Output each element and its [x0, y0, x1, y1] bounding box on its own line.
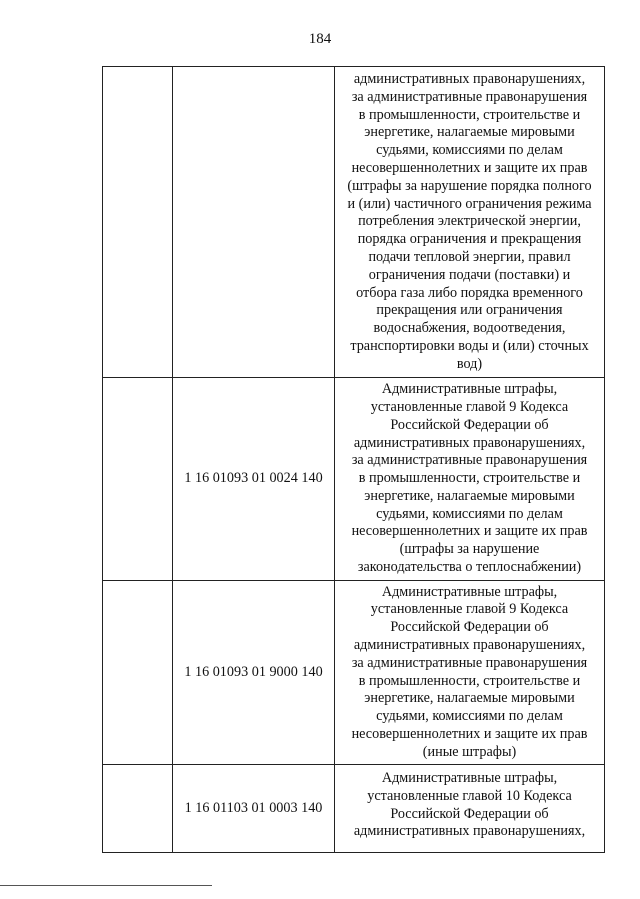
description-line: порядка ограничения и прекращения — [357, 231, 582, 248]
code-cell: 1 16 01093 01 0024 140 — [173, 378, 335, 581]
description-line: законодательства о теплоснабжении) — [357, 559, 582, 576]
description-line: энергетике, налагаемые мировыми — [364, 690, 575, 707]
document-table — [102, 66, 605, 853]
description-line: транспортировки воды и (или) сточных — [350, 337, 589, 354]
description-line: несовершеннолетних и защите их прав — [351, 523, 588, 540]
description-line: энергетике, налагаемые мировыми — [364, 124, 575, 141]
description-line: несовершеннолетних и защите их прав — [351, 159, 588, 176]
description-line: установленные главой 9 Кодекса — [370, 601, 569, 618]
description-line: (иные штрафы) — [422, 743, 517, 760]
description-line: административных правонарушениях, — [353, 71, 586, 87]
description-line: в промышленности, строительстве и — [358, 672, 581, 689]
description-line: судьями, комиссиями по делам — [376, 142, 563, 159]
index-cell — [103, 581, 173, 765]
description-line: за административные правонарушения — [351, 452, 588, 469]
description-line: административных правонарушениях, — [353, 823, 586, 840]
description-cell — [335, 378, 605, 581]
description-line: административных правонарушениях, — [353, 434, 586, 451]
code-cell: 1 16 01093 01 9000 140 — [173, 581, 335, 765]
description-line: Российской Федерации об — [390, 619, 549, 636]
table-row — [103, 581, 605, 765]
description-cell — [335, 581, 605, 765]
table-row — [103, 378, 605, 581]
description-line: прекращения или ограничения — [376, 302, 563, 319]
description-line: судьями, комиссиями по делам — [376, 708, 563, 725]
page-number: 184 — [308, 31, 332, 47]
footer-rule — [0, 885, 212, 886]
description-line: Российской Федерации об — [390, 805, 549, 822]
description-line: подачи тепловой энергии, правил — [368, 248, 571, 265]
description-line: за административные правонарушения — [351, 88, 588, 105]
description-line: судьями, комиссиями по делам — [376, 505, 563, 522]
index-cell — [103, 765, 173, 853]
description-line: потребления электрической энергии, — [358, 213, 581, 230]
description-line: ограничения подачи (поставки) и — [368, 266, 571, 283]
description-line: Административные штрафы, — [381, 770, 558, 786]
index-cell — [103, 67, 173, 378]
description-line: (штрафы за нарушение — [399, 541, 540, 558]
description-line: в промышленности, строительстве и — [358, 470, 581, 487]
table-row — [103, 765, 605, 853]
description-line: отбора газа либо порядка временного — [356, 284, 583, 301]
description-line: водоснабжения, водоотведения, — [373, 320, 566, 337]
description-line: установленные главой 10 Кодекса — [367, 787, 572, 804]
description-line: установленные главой 9 Кодекса — [370, 398, 569, 415]
description-line: Российской Федерации об — [390, 416, 549, 433]
description-line: Административные штрафы, — [381, 381, 558, 398]
description-line: в промышленности, строительстве и — [358, 106, 581, 123]
description-line: энергетике, налагаемые мировыми — [364, 487, 575, 504]
description-line: вод) — [456, 355, 483, 372]
description-line: (штрафы за нарушение порядка полного — [347, 177, 592, 194]
code-cell — [173, 67, 335, 378]
table-row — [103, 67, 605, 378]
description-line: за административные правонарушения — [351, 654, 588, 671]
description-line: и (или) частичного ограничения режима — [347, 195, 592, 212]
description-cell — [335, 67, 605, 378]
description-cell — [335, 765, 605, 853]
description-line: несовершеннолетних и защите их прав — [351, 725, 588, 742]
description-line: Административные штрафы, — [381, 583, 558, 600]
description-line: административных правонарушениях, — [353, 636, 586, 653]
index-cell — [103, 378, 173, 581]
code-cell: 1 16 01103 01 0003 140 — [173, 765, 335, 853]
